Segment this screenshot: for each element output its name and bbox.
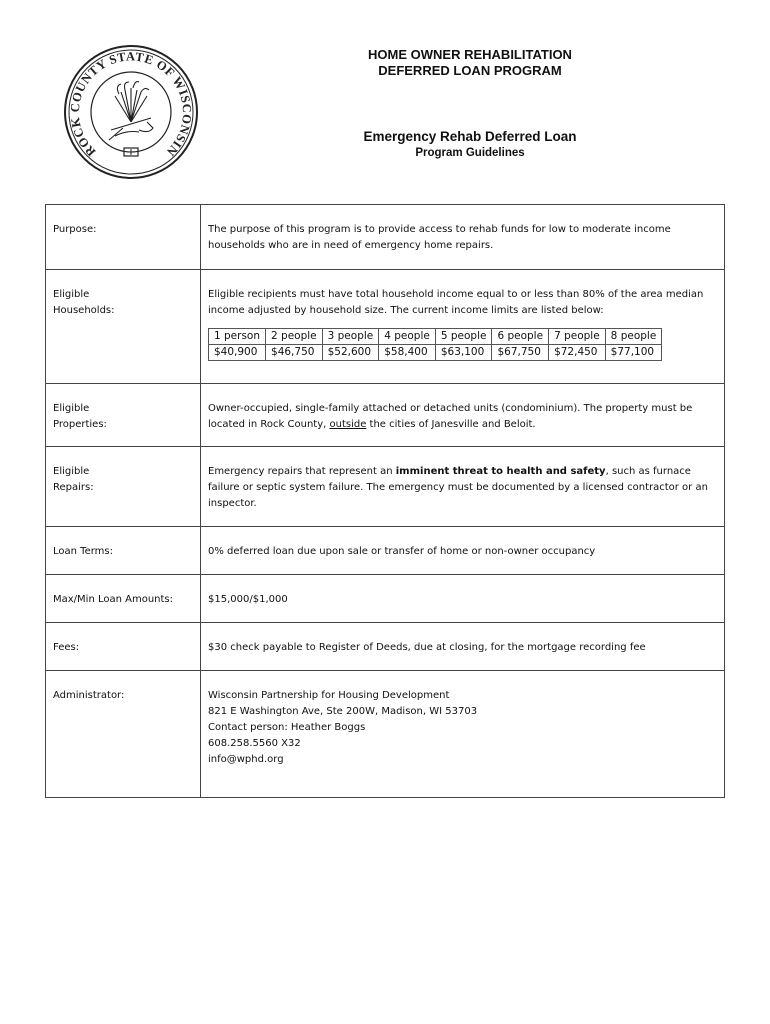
fees-text: $30 check payable to Register of Deeds, due at closing, for the mortgage recording fee [201,623,725,671]
purpose-text: The purpose of this program is to provide access to rehab funds for low to moderate income households who are in need of emergency home repairs. [201,205,725,270]
text-run: Emergency repairs that represent an [208,466,396,477]
table-row-fees [46,623,725,671]
administrator-line: Wisconsin Partnership for Housing Development [208,690,450,701]
loan-terms-text: 0% deferred loan due upon sale or transfer of home or non-owner occupancy [201,527,725,575]
row-label: Fees: [46,623,201,671]
row-label [46,447,201,527]
row-label: Loan Terms: [46,527,201,575]
table-row-households [46,270,725,384]
household-size: 2 people [266,329,323,345]
income-limit: $46,750 [266,345,323,361]
income-limit: $63,100 [435,345,492,361]
income-limit: $67,750 [492,345,549,361]
row-label: Purpose: [46,205,201,270]
income-limits-value-row [209,345,662,361]
county-seal [63,44,199,180]
household-size: 1 person [209,329,266,345]
income-limit: $40,900 [209,345,266,361]
row-label-line: Properties: [53,419,107,430]
table-row-purpose [46,205,725,270]
administrator-email: info@wphd.org [208,754,284,765]
households-text: Eligible recipients must have total household income equal to or less than 80% of the area median income adjusted by household size. The current income limits are listed below: [208,289,704,316]
row-label: Max/Min Loan Amounts: [46,575,201,623]
household-size: 3 people [322,329,379,345]
text-run: , such as furnace failure or septic system failure. The emergency must be documented by a licensed contractor or an inspector. [208,466,708,509]
underlined-text: outside [329,419,367,430]
row-label-line: Eligible [53,403,90,414]
table-row-loan-terms [46,527,725,575]
document-subtitle: Program Guidelines [415,147,525,159]
administrator-line: 608.258.5560 X32 [208,738,301,749]
household-size: 5 people [435,329,492,345]
row-label [46,270,201,384]
row-label-line: Eligible [53,466,90,477]
income-limits-table [208,328,662,361]
administrator-line: 821 E Washington Ave, Ste 200W, Madison, WI 53703 [208,706,478,717]
administrator-cell [201,671,725,798]
program-title-line2: DEFERRED LOAN PROGRAM [378,63,562,78]
text-run: Owner-occupied, single-family attached or detached units (condominium). The property must be located in Rock County, [208,403,693,430]
row-label-line: Households: [53,305,115,316]
household-size: 8 people [605,329,662,345]
income-limit: $52,600 [322,345,379,361]
table-row-loan-amounts [46,575,725,623]
income-limit: $77,100 [605,345,662,361]
household-size: 4 people [379,329,436,345]
households-cell [201,270,725,384]
row-label-line: Eligible [53,289,90,300]
row-label: Administrator: [46,671,201,798]
table-row-administrator [46,671,725,798]
table-row-repairs [46,447,725,527]
income-limits-header-row [209,329,662,345]
program-title-line1: HOME OWNER REHABILITATION [368,47,572,62]
household-size: 7 people [549,329,606,345]
document-title: Emergency Rehab Deferred Loan [363,129,577,144]
seal-text: ROCK COUNTY STATE OF WISCONSIN [67,49,195,160]
administrator-line: Contact person: Heather Boggs [208,722,366,733]
properties-text [201,384,725,447]
row-label-line: Repairs: [53,482,94,493]
bold-text: imminent threat to health and safety [395,466,606,477]
text-run: the cities of Janesville and Beloit. [366,419,536,430]
income-limit: $72,450 [549,345,606,361]
guidelines-table [45,204,725,798]
repairs-text [201,447,725,527]
loan-amounts-text: $15,000/$1,000 [201,575,725,623]
income-limit: $58,400 [379,345,436,361]
table-row-properties [46,384,725,447]
household-size: 6 people [492,329,549,345]
row-label [46,384,201,447]
